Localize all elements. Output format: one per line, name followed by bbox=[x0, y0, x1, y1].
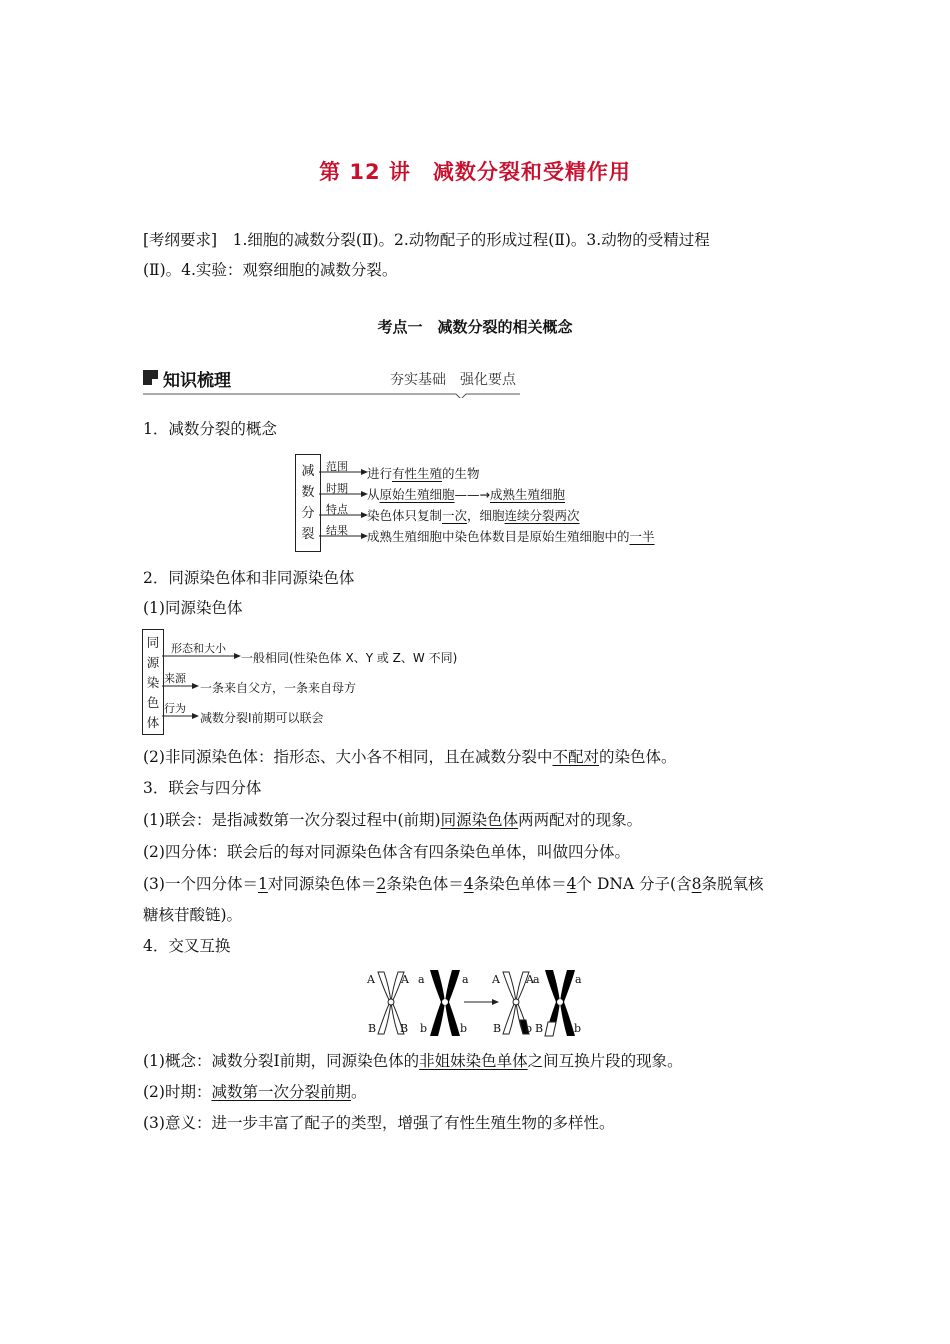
section-title: 考点一 减数分裂的相关概念 bbox=[377, 318, 573, 336]
s3-line-2: (2)四分体：联会后的每对同源染色体含有四条染色单体，叫做四分体。 bbox=[143, 843, 630, 861]
tag-behavior: 行为 bbox=[164, 702, 186, 715]
homologous-row-shape: 一般相同(性染色体 X、Y 或 Z、W 不同) bbox=[241, 651, 458, 665]
knowledge-header-subtitle: 夯实基础 强化要点 bbox=[390, 372, 516, 388]
text-segment: 两两配对的现象。 bbox=[518, 811, 643, 829]
answer-text: 4 bbox=[566, 875, 577, 893]
text-segment: 之间互换片段的现象。 bbox=[527, 1052, 683, 1070]
text-segment: 进行 bbox=[367, 466, 393, 481]
box-char: 色 bbox=[146, 695, 160, 710]
answer-text: 成熟生殖细胞 bbox=[490, 487, 566, 502]
answer-text: 原始生殖细胞 bbox=[379, 487, 455, 502]
tag-range: 范围 bbox=[326, 460, 348, 473]
label-B-4: B bbox=[535, 1022, 544, 1035]
tag-result: 结果 bbox=[326, 524, 348, 537]
answer-text: 连续分裂两次 bbox=[504, 508, 580, 523]
answer-text: 减数第一次分裂前期 bbox=[211, 1083, 351, 1101]
box-char: 分 bbox=[301, 506, 315, 521]
text-segment: 条染色体＝ bbox=[386, 875, 464, 893]
text-segment: 的生物 bbox=[442, 466, 480, 481]
text-segment: 的染色体。 bbox=[598, 748, 677, 766]
box-char: 减 bbox=[301, 464, 315, 479]
answer-text: 不配对 bbox=[552, 748, 599, 766]
answer-text: 4 bbox=[463, 875, 474, 893]
requirements-line-1: [考纲要求] 1.细胞的减数分裂(Ⅱ)。2.动物配子的形成过程(Ⅱ)。3.动物的受精过程 bbox=[143, 231, 710, 249]
page-title: 第 12 讲 减数分裂和受精作用 bbox=[319, 160, 631, 184]
label-B-2: B bbox=[400, 1022, 409, 1035]
tag-shape-size: 形态和大小 bbox=[171, 642, 226, 655]
chromosome-black-right bbox=[545, 970, 575, 1036]
box-char: 体 bbox=[146, 715, 160, 730]
box-char: 数 bbox=[301, 485, 315, 500]
box-char: 同 bbox=[146, 635, 160, 650]
answer-text: 一次 bbox=[442, 508, 468, 523]
tag-period: 时期 bbox=[326, 482, 348, 495]
tag-feature: 特点 bbox=[326, 503, 348, 516]
text-segment: 从 bbox=[367, 487, 380, 502]
answer-text: 一半 bbox=[629, 529, 655, 544]
box-char: 源 bbox=[146, 655, 160, 670]
text-segment: 。 bbox=[350, 1083, 367, 1101]
label-A-3: A bbox=[492, 973, 500, 986]
label-b-2: b bbox=[460, 1022, 468, 1035]
s4-line-3: (3)意义：进一步丰富了配子的类型，增强了有性生殖生物的多样性。 bbox=[143, 1114, 615, 1132]
concept-row-range bbox=[367, 464, 480, 482]
s4-line-2 bbox=[143, 1081, 367, 1103]
s3-line-3b: 糖核苷酸链)。 bbox=[143, 906, 243, 924]
answer-text: 同源染色体 bbox=[440, 811, 519, 829]
label-A-4: A bbox=[526, 973, 534, 986]
concept-row-feature bbox=[367, 506, 580, 524]
homologous-box bbox=[142, 629, 164, 735]
concept-row-period bbox=[367, 485, 565, 503]
answer-text: 1 bbox=[257, 875, 268, 893]
arrow-icon bbox=[464, 999, 499, 1005]
s4-heading: 4．交叉互换 bbox=[143, 937, 231, 955]
homologous-row-behavior: 减数分裂Ⅰ前期可以联会 bbox=[200, 711, 324, 725]
label-B-3: B bbox=[493, 1022, 502, 1035]
requirements-line-2: (Ⅱ)。4.实验：观察细胞的减数分裂。 bbox=[143, 261, 398, 279]
answer-text: 非姐妹染色单体 bbox=[419, 1052, 528, 1070]
label-A-2: A bbox=[401, 973, 409, 986]
label-a-1: a bbox=[418, 973, 425, 986]
text-segment: (3)一个四分体＝ bbox=[143, 875, 258, 893]
text-segment: 成熟生殖细胞中染色体数目是原始生殖细胞中的 bbox=[367, 529, 630, 544]
label-a-2: a bbox=[462, 973, 469, 986]
box-char: 染 bbox=[146, 675, 160, 690]
text-segment: (1)概念：减数分裂Ⅰ前期，同源染色体的 bbox=[143, 1052, 420, 1070]
tag-origin: 来源 bbox=[164, 672, 186, 685]
concept-row-result bbox=[367, 527, 655, 545]
text-segment: ，细胞 bbox=[467, 508, 505, 523]
answer-text: 8 bbox=[691, 875, 702, 893]
text-segment: 条脱氧核 bbox=[701, 875, 764, 893]
label-a-4: a bbox=[575, 973, 582, 986]
crossing-over-diagram bbox=[360, 964, 585, 1042]
s4-line-1 bbox=[143, 1050, 683, 1072]
s2-heading: 2．同源染色体和非同源染色体 bbox=[143, 569, 355, 587]
text-segment: (2)非同源染色体：指形态、大小各不相同，且在减数分裂中 bbox=[143, 748, 553, 766]
text-segment: 个 DNA 分子(含 bbox=[576, 875, 692, 893]
s3-line-3 bbox=[143, 873, 764, 895]
text-segment: ——→ bbox=[454, 487, 491, 502]
s1-heading: 1．减数分裂的概念 bbox=[143, 420, 277, 438]
box-char: 裂 bbox=[301, 527, 315, 542]
homologous-row-origin: 一条来自父方，一条来自母方 bbox=[200, 681, 357, 695]
label-B-1: B bbox=[368, 1022, 377, 1035]
s3-line-1 bbox=[143, 809, 642, 831]
label-b-4: b bbox=[574, 1022, 582, 1035]
s2-sub2 bbox=[143, 746, 677, 768]
knowledge-header-title: 知识梳理 bbox=[163, 371, 231, 391]
label-A-1: A bbox=[367, 973, 375, 986]
label-a-3: a bbox=[533, 973, 540, 986]
answer-text: 有性生殖 bbox=[392, 466, 443, 481]
label-b-3: b bbox=[525, 1022, 533, 1035]
answer-text: 2 bbox=[376, 875, 387, 893]
s2-sub1: (1)同源染色体 bbox=[143, 599, 243, 617]
meiosis-concept-box bbox=[295, 454, 321, 552]
chromosome-black-left bbox=[430, 970, 460, 1036]
text-segment: (1)联会：是指减数第一次分裂过程中(前期) bbox=[143, 811, 441, 829]
text-segment: (2)时期： bbox=[143, 1083, 212, 1101]
text-segment: 对同源染色体＝ bbox=[267, 875, 377, 893]
text-segment: 染色体只复制 bbox=[367, 508, 443, 523]
label-b-1: b bbox=[420, 1022, 428, 1035]
text-segment: 条染色单体＝ bbox=[473, 875, 567, 893]
s3-heading: 3．联会与四分体 bbox=[143, 779, 262, 797]
